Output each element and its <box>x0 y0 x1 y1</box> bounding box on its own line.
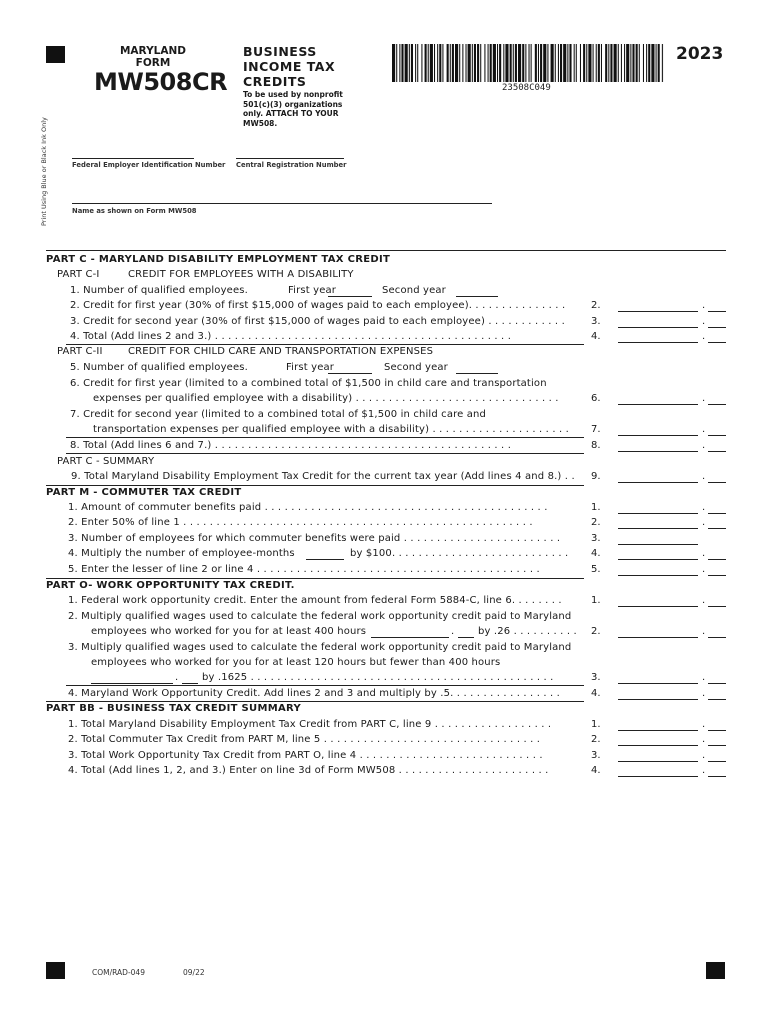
note-line-3: only. ATTACH TO YOUR <box>243 109 339 118</box>
decimal-point: . <box>175 672 179 683</box>
cents-field[interactable] <box>708 776 726 777</box>
cents-field[interactable] <box>708 683 726 684</box>
line-number: 3. <box>591 750 601 761</box>
cents-field[interactable] <box>708 637 726 638</box>
part-bb-line-2 <box>46 734 726 749</box>
decimal-point: . <box>702 331 706 342</box>
part-bb-line-3 <box>46 750 726 765</box>
amount-field[interactable] <box>618 435 698 436</box>
section-rule <box>46 578 584 579</box>
second-year-field[interactable] <box>456 373 498 374</box>
line-text: 3. Credit for second year (30% of first $15,000 of wages paid to each employee) . . . . . . . . . . . . <box>70 316 565 327</box>
part-c-line-7a <box>46 409 726 424</box>
subtotal-rule <box>66 685 584 686</box>
cents-field[interactable] <box>708 404 726 405</box>
decimal-point: . <box>702 719 706 730</box>
line-number: 3. <box>591 672 601 683</box>
form-word: FORM <box>135 57 171 69</box>
decimal-point: . <box>702 688 706 699</box>
line-text: 4. Maryland Work Opportunity Credit. Add lines 2 and 3 and multiply by .5. . . . . . . . . . . . . . . . . <box>68 688 560 699</box>
part-m-line-1 <box>46 502 726 517</box>
decimal-point: . <box>702 300 706 311</box>
cents-field[interactable] <box>708 513 726 514</box>
line-text: 5. Number of qualified employees. <box>70 362 248 373</box>
first-year-label: First year <box>288 285 337 296</box>
line-text: 4. Total (Add lines 1, 2, and 3.) Enter on line 3d of Form MW508 . . . . . . . . . . . . . . . . . . . . . . . <box>68 765 549 776</box>
line-text: employees who worked for you for at least 400 hours <box>91 626 367 637</box>
part-o-line-2a <box>46 611 726 626</box>
amount-field[interactable] <box>618 761 698 762</box>
line-text: 1. Total Maryland Disability Employment Tax Credit from PART C, line 9 . . . . . . . . . . . . . . . . . . <box>68 719 552 730</box>
registration-mark-bottom-right <box>706 962 725 979</box>
decimal-point: . <box>702 393 706 404</box>
line-text: 2. Total Commuter Tax Credit from PART M, line 5 . . . . . . . . . . . . . . . . . . . . . . . . . . . . . . . . . <box>68 734 541 745</box>
amount-field[interactable] <box>618 575 698 576</box>
section-rule <box>46 485 584 486</box>
line-text: 5. Enter the lesser of line 2 or line 4 . . . . . . . . . . . . . . . . . . . . . . . . . . . . . . . . . . . . . . . . . . . <box>68 564 540 575</box>
decimal-point: . <box>702 517 706 528</box>
part-m-line-4 <box>46 548 726 563</box>
part-m-title: PART M - COMMUTER TAX CREDIT <box>46 487 242 498</box>
amount-field[interactable] <box>618 683 698 684</box>
count-field[interactable] <box>618 544 698 545</box>
line-text: 1. Federal work opportunity credit. Enter the amount from federal Form 5884-C, line 6. . . . . . . . <box>68 595 562 606</box>
cents-field[interactable] <box>708 435 726 436</box>
line-text: 2. Credit for first year (30% of first $15,000 of wages paid to each employee). . . . . . . . . . . . . . . <box>70 300 566 311</box>
fein-label: Federal Employer Identification Number <box>72 161 226 169</box>
line-number: 4. <box>591 688 601 699</box>
decimal-point: . <box>702 672 706 683</box>
line-text: 4. Multiply the number of employee-months <box>68 548 295 559</box>
part-cii-title: CREDIT FOR CHILD CARE AND TRANSPORTATION EXPENSES <box>128 346 434 357</box>
cents-field[interactable] <box>708 761 726 762</box>
registration-mark-top-left <box>46 46 65 63</box>
part-cii-label: PART C-II <box>57 346 103 357</box>
line-text: 7. Credit for second year (limited to a combined total of $1,500 in child care and <box>70 409 487 420</box>
cents-field[interactable] <box>708 482 726 483</box>
second-year-field[interactable] <box>456 296 498 297</box>
part-o-line-3b <box>46 657 726 672</box>
line-text: 3. Multiply qualified wages used to calculate the federal work opportunity credit paid to Maryland <box>68 642 572 653</box>
second-year-label: Second year <box>384 362 448 373</box>
barcode-number: 23508C049 <box>502 83 551 93</box>
line-number: 9. <box>591 471 601 482</box>
line-text: 6. Credit for first year (limited to a combined total of $1,500 in child care and transportation <box>70 378 547 389</box>
part-c-summary-label: PART C - SUMMARY <box>57 456 155 467</box>
cents-field[interactable] <box>708 451 726 452</box>
line-number: 7. <box>591 424 601 435</box>
line-number: 1. <box>591 502 601 513</box>
amount-field[interactable] <box>618 637 698 638</box>
part-bb-title: PART BB - BUSINESS TAX CREDIT SUMMARY <box>46 703 301 714</box>
employee-months-field[interactable] <box>306 559 344 560</box>
cents-field[interactable] <box>708 575 726 576</box>
line-number: 4. <box>591 331 601 342</box>
first-year-label: First year <box>286 362 335 373</box>
amount-field[interactable] <box>618 776 698 777</box>
line-text: 2. Multiply qualified wages used to calculate the federal work opportunity credit paid to Maryland <box>68 611 572 622</box>
wages-field[interactable] <box>91 683 173 684</box>
note-line-4: MW508. <box>243 118 278 128</box>
amount-field[interactable] <box>618 451 698 452</box>
second-year-label: Second year <box>382 285 446 296</box>
first-year-field[interactable] <box>328 373 372 374</box>
amount-field[interactable] <box>618 745 698 746</box>
subtotal-rule <box>66 453 584 454</box>
cents-field[interactable] <box>708 606 726 607</box>
amount-field[interactable] <box>618 699 698 700</box>
section-divider <box>46 250 726 251</box>
line-text-cont: by .1625 . . . . . . . . . . . . . . . . . . . . . . . . . . . . . . . . . . . . . . . . . . . . . . <box>202 672 554 683</box>
line-number: 6. <box>591 393 601 404</box>
line-text: 9. Total Maryland Disability Employment Tax Credit for the current tax year (Add lines 4 and 8.) . . <box>71 471 575 482</box>
amount-field[interactable] <box>618 559 698 560</box>
name-field[interactable] <box>72 203 492 204</box>
part-c-line-6 <box>46 393 726 408</box>
decimal-point: . <box>702 595 706 606</box>
line-number: 3. <box>591 533 601 544</box>
line-text: employees who worked for you for at least 120 hours but fewer than 400 hours <box>91 657 501 668</box>
wages-cents-field[interactable] <box>458 637 474 638</box>
line-text-cont: by $100. . . . . . . . . . . . . . . . . . . . . . . . . . . <box>350 548 569 559</box>
amount-field[interactable] <box>618 342 698 343</box>
part-m-line-5 <box>46 564 726 579</box>
part-c-line-9 <box>46 471 726 486</box>
decimal-point: . <box>702 316 706 327</box>
decimal-point: . <box>702 765 706 776</box>
state-label: MARYLAND <box>119 45 186 57</box>
section-rule <box>46 701 584 702</box>
title-line-1: BUSINESS <box>243 44 317 59</box>
note-line-2: 501(c)(3) organizations <box>243 99 343 109</box>
barcode <box>392 44 664 82</box>
cents-field[interactable] <box>708 730 726 731</box>
cents-field[interactable] <box>708 559 726 560</box>
name-label: Name as shown on Form MW508 <box>72 207 197 215</box>
line-number: 4. <box>591 548 601 559</box>
part-o-line-3a <box>46 642 726 657</box>
line-text: expenses per qualified employee with a disability) . . . . . . . . . . . . . . . . . . . . . . . . . . . . . . . <box>93 393 559 404</box>
part-c-line-5 <box>46 362 726 377</box>
cents-field[interactable] <box>708 311 726 312</box>
decimal-point: . <box>702 750 706 761</box>
ink-instruction: Print Using Blue or Black Ink Only <box>40 117 48 226</box>
part-c-title: PART C - MARYLAND DISABILITY EMPLOYMENT TAX CREDIT <box>46 254 391 265</box>
amount-field[interactable] <box>618 730 698 731</box>
part-c-line-1 <box>46 285 726 300</box>
subtotal-rule <box>66 344 584 345</box>
form-code: COM/RAD-049 <box>92 968 145 977</box>
amount-field[interactable] <box>618 404 698 405</box>
amount-field[interactable] <box>618 513 698 514</box>
line-number: 8. <box>591 440 601 451</box>
line-text: 8. Total (Add lines 6 and 7.) . . . . . . . . . . . . . . . . . . . . . . . . . . . . . . . . . . . . . . . . . . . . . <box>70 440 512 451</box>
decimal-point: . <box>702 564 706 575</box>
line-number: 2. <box>591 300 601 311</box>
amount-field[interactable] <box>618 311 698 312</box>
fein-field[interactable] <box>72 158 194 159</box>
part-c-line-3 <box>46 316 726 331</box>
part-m-line-3 <box>46 533 726 548</box>
line-number: 2. <box>591 517 601 528</box>
cents-field[interactable] <box>708 699 726 700</box>
line-text: 1. Amount of commuter benefits paid . . . . . . . . . . . . . . . . . . . . . . . . . . . . . . . . . . . . . . . . . . . <box>68 502 548 513</box>
line-text: transportation expenses per qualified employee with a disability) . . . . . . . . . . . . . . . . . . . . . <box>93 424 569 435</box>
decimal-point: . <box>702 424 706 435</box>
tax-year: 2023 <box>676 44 724 64</box>
decimal-point: . <box>702 626 706 637</box>
note-line-1: To be used by nonprofit <box>243 90 343 99</box>
part-m-line-2 <box>46 517 726 532</box>
line-number: 2. <box>591 734 601 745</box>
decimal-point: . <box>702 502 706 513</box>
part-c-line-2 <box>46 300 726 315</box>
decimal-point: . <box>702 734 706 745</box>
decimal-point: . <box>702 440 706 451</box>
line-number: 1. <box>591 719 601 730</box>
line-text: 4. Total (Add lines 2 and 3.) . . . . . . . . . . . . . . . . . . . . . . . . . . . . . . . . . . . . . . . . . . . . . <box>70 331 512 342</box>
line-number: 1. <box>591 595 601 606</box>
part-o-line-1 <box>46 595 726 610</box>
cents-field[interactable] <box>708 342 726 343</box>
decimal-point: . <box>702 548 706 559</box>
line-number: 4. <box>591 765 601 776</box>
part-o-title: PART O- WORK OPPORTUNITY TAX CREDIT. <box>46 580 295 591</box>
cents-field[interactable] <box>708 745 726 746</box>
amount-field[interactable] <box>618 528 698 529</box>
part-c-line-6a <box>46 378 726 393</box>
registration-mark-bottom-left <box>46 962 65 979</box>
line-number: 3. <box>591 316 601 327</box>
crn-field[interactable] <box>236 158 344 159</box>
line-text: 1. Number of qualified employees. <box>70 285 248 296</box>
amount-field[interactable] <box>618 606 698 607</box>
amount-field[interactable] <box>618 482 698 483</box>
cents-field[interactable] <box>708 528 726 529</box>
title-line-3: CREDITS <box>243 74 307 89</box>
line-text: 3. Number of employees for which commuter benefits were paid . . . . . . . . . . . . . . . . . . . . . . . . <box>68 533 561 544</box>
decimal-point: . <box>451 626 455 637</box>
crn-label: Central Registration Number <box>236 161 347 169</box>
line-text: 3. Total Work Opportunity Tax Credit from PART O, line 4 . . . . . . . . . . . . . . . . . . . . . . . . . . . . <box>68 750 543 761</box>
part-bb-line-4 <box>46 765 726 780</box>
part-ci-label: PART C-I <box>57 269 100 280</box>
cents-field[interactable] <box>708 327 726 328</box>
part-ci-title: CREDIT FOR EMPLOYEES WITH A DISABILITY <box>128 269 354 280</box>
part-o-line-2 <box>46 626 726 641</box>
form-number: MW508CR <box>94 68 228 96</box>
line-number: 5. <box>591 564 601 575</box>
amount-field[interactable] <box>618 327 698 328</box>
wages-field[interactable] <box>371 637 449 638</box>
line-text: 2. Enter 50% of line 1 . . . . . . . . . . . . . . . . . . . . . . . . . . . . . . . . . . . . . . . . . . . . . . . . . . . . . <box>68 517 533 528</box>
wages-cents-field[interactable] <box>182 683 198 684</box>
line-number: 2. <box>591 626 601 637</box>
title-line-2: INCOME TAX <box>243 59 336 74</box>
decimal-point: . <box>702 471 706 482</box>
part-bb-line-1 <box>46 719 726 734</box>
line-text-cont: by .26 . . . . . . . . . . <box>478 626 577 637</box>
revision-date: 09/22 <box>183 968 205 977</box>
first-year-field[interactable] <box>328 296 372 297</box>
subtotal-rule <box>66 437 584 438</box>
